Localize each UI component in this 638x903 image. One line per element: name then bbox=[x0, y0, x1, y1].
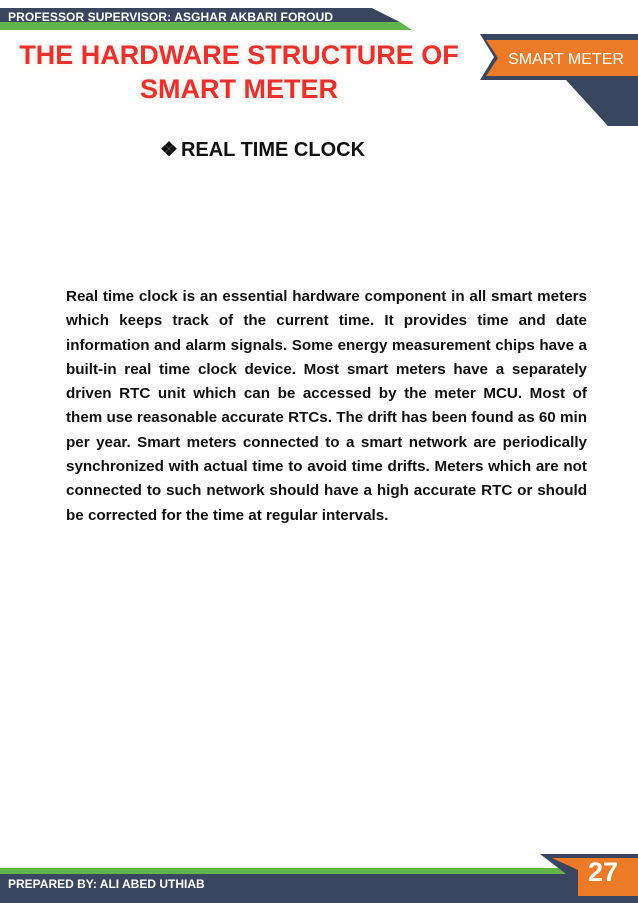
page-title-line-1: THE HARDWARE STRUCTURE OF bbox=[19, 40, 459, 70]
banner-label: SMART METER bbox=[508, 51, 624, 68]
prepared-by-label: PREPARED BY: ALI ABED UTHIAB bbox=[8, 877, 205, 891]
body-paragraph: Real time clock is an essential hardware component in all smart meters which keeps track of the current time. It provides time and date information and alarm signals. Some energy measurement chips have a built-in real time clock device. Most smart meters have a separately driven RTC unit which can be accessed by the meter MCU. Most of them use reasonable accurate RTCs. The drift has been found as 60 min per year. Smart meters connected to a smart network are periodically synchronized with actual time to avoid time drifts. Meters which are not connected to such network should have a high accurate RTC or should be corrected for the time at regular intervals. bbox=[66, 288, 587, 524]
footer-green-strip bbox=[0, 868, 566, 874]
page-number: 27 bbox=[587, 857, 619, 887]
section-banner bbox=[458, 34, 638, 134]
diamond-bullet-icon: ❖ bbox=[160, 139, 178, 161]
page-title bbox=[0, 38, 478, 106]
page-title-line-2: SMART METER bbox=[140, 74, 338, 104]
supervisor-label: PROFESSOR SUPERVISOR: ASGHAR AKBARI FOROUD bbox=[8, 10, 334, 24]
section-heading-text: REAL TIME CLOCK bbox=[180, 139, 366, 161]
section-heading bbox=[160, 137, 365, 162]
footer-band bbox=[0, 848, 638, 903]
